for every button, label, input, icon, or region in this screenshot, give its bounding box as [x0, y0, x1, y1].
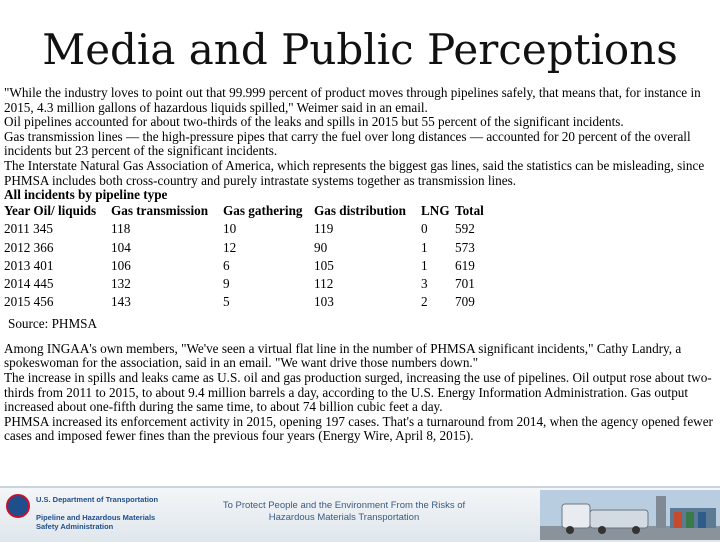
- footer-agency-line1: Pipeline and Hazardous Materials: [36, 513, 156, 522]
- slide-footer: [0, 486, 720, 542]
- paragraph-oil-pipelines: Oil pipelines accounted for about two-thirds of the leaks and spills in 2015 but 55 percent of the significant incidents.: [4, 114, 624, 130]
- table-cell: 106: [111, 257, 131, 273]
- table-cell: 10: [223, 221, 237, 237]
- table-cell: 3: [421, 275, 428, 291]
- table-cell: 709: [455, 294, 475, 310]
- table-source: Source: PHMSA: [8, 316, 98, 332]
- table-cell: 90: [314, 239, 328, 255]
- table-cell: 112: [314, 275, 334, 291]
- table-cell: 2014 445: [4, 275, 54, 291]
- table-row: [4, 222, 505, 240]
- header-gas-gathering: Gas gathering: [223, 202, 303, 218]
- article-body: [4, 86, 718, 484]
- table-caption: All incidents by pipeline type: [4, 187, 168, 203]
- footer-agency-line2: Safety Administration: [36, 521, 114, 531]
- footer-mission: [214, 500, 474, 524]
- table-cell: 1: [421, 257, 428, 273]
- slide-title: Media and Public Perceptions: [42, 25, 678, 74]
- footer-mission-line1: To Protect People and the Environment From the Risks of: [222, 500, 466, 511]
- table-cell: 619: [455, 257, 475, 273]
- table-cell: 2: [421, 294, 428, 310]
- header-year-oil: Year Oil/ liquids: [4, 202, 97, 218]
- table-cell: 104: [111, 239, 131, 255]
- table-cell: 0: [421, 221, 428, 237]
- table-cell: 573: [455, 239, 475, 255]
- paragraph-production-surge: The increase in spills and leaks came as U.S. oil and gas production surged, increasing the use of pipelines. Oil output rose about two-thirds from 2011 to 2015, to about 9.4 million barrels a day, according to the U.S. Energy Information Administration. Gas output increased about one-fifth during the same time, to about 74 billion cubic feet a day.: [4, 370, 712, 415]
- table-cell: 132: [111, 275, 131, 291]
- table-cell: 701: [455, 275, 475, 291]
- table-row: [4, 241, 505, 259]
- table-cell: 6: [223, 257, 230, 273]
- paragraph-ingaa-members: Among INGAA's own members, "We've seen a virtual flat line in the number of PHMSA significant incidents," Cathy Landry, a spokeswoman for the association, said in an email. "We want drive those numbers down.": [4, 340, 682, 371]
- paragraph-quote-weimer: "While the industry loves to point out that 99.999 percent of product moves through pipelines safely, that means that, for instance in 2015, 4.3 million gallons of hazardous liquids spilled," Weimer said in an email.: [4, 86, 701, 115]
- paragraph-gas-transmission: Gas transmission lines — the high-pressure pipes that carry the fuel over long distances — accounted for 20 percent of the overall incidents but 23 percent of the significant incidents.: [4, 128, 691, 159]
- table-cell: 2011 345: [4, 221, 53, 237]
- transport-scene-image: [540, 490, 720, 540]
- table-row: [4, 295, 505, 313]
- table-cell: 143: [111, 294, 131, 310]
- table-cell: 2015 456: [4, 294, 54, 310]
- table-row: [4, 277, 505, 295]
- footer-dept-name: U.S. Department of Transportation: [36, 495, 159, 504]
- table-cell: 2012 366: [4, 239, 54, 255]
- table-row: [4, 259, 505, 277]
- table-cell: 9: [223, 275, 230, 291]
- paragraph-ingaa-statement: The Interstate Natural Gas Association of America, which represents the biggest gas lines, said the statistics can be misleading, since PHMSA includes both cross-country and purely intrastate systems together as transmission lines.: [4, 157, 705, 188]
- incidents-table: [4, 204, 505, 314]
- header-gas-transmission: Gas transmission: [111, 202, 209, 218]
- table-cell: 592: [455, 221, 475, 237]
- table-cell: 105: [314, 257, 334, 273]
- table-cell: 1: [421, 239, 428, 255]
- header-gas-distribution: Gas distribution: [314, 202, 406, 218]
- footer-agency-name: [36, 514, 155, 531]
- table-header-row: [4, 204, 505, 223]
- table-cell: 2013 401: [4, 257, 54, 273]
- table-cell: 119: [314, 221, 334, 237]
- header-lng: LNG: [421, 202, 450, 218]
- footer-mission-line2: Hazardous Materials Transportation: [268, 512, 420, 523]
- table-cell: 5: [223, 294, 230, 310]
- table-cell: 103: [314, 294, 334, 310]
- paragraph-enforcement: PHMSA increased its enforcement activity in 2015, opening 197 cases. That's a turnaround from 2014, when the agency opened fewer cases and imposed fewer fines than the previous four years (Energy Wire, April 8, 2015).: [4, 413, 713, 444]
- table-cell: 118: [111, 221, 131, 237]
- dot-seal-icon: [6, 494, 30, 518]
- table-cell: 12: [223, 239, 237, 255]
- header-total: Total: [455, 202, 484, 218]
